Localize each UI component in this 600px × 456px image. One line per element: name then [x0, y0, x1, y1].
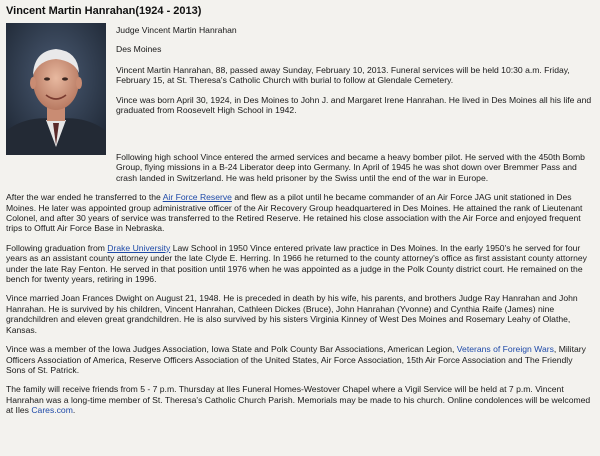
text-segment: Law School in 1950 Vince entered private law practice in Des Moines. In the early 1950's he served for four years as an assistant county attorney under the late Clyde E. Herring. In 1966 he returned to the county attorney's office as first assistant county attorney under the late Ray Fenton. He served in that position until 1976 when he was appointed as a judge in the Polk County district court. He remained on the bench for twenty years, retiring in 1996. [6, 242, 587, 285]
header-text [116, 23, 592, 115]
paragraph-birth: Vince was born April 30, 1924, in Des Moines to John J. and Margaret Irene Hanrahan. He lived in Des Moines all his life and graduated from Roosevelt High School in 1942. [116, 94, 592, 116]
text-segment: . [72, 405, 76, 416]
paragraph-family: Vince married Joan Frances Dwight on August 21, 1948. He is preceded in death by his wife, his parents, and brothers Judge Ray Hanrahan and John Hanrahan. He is survived by his children, Vincent Hanrahan, Cathleen Dickes (Bruce), John Hanrahan (Yvonne) and Cynthia Raife (James) nine grandchildren and eleven great grandchildren. He is also survived by his sisters Virginia Kinney of West Des Moines and Rosemary Leahy of Olathe, Kansas. [6, 293, 578, 335]
text-segment: The family will receive friends from 5 - 7 p.m. Thursday at Iles Funeral Homes-Westover Chapel where a Vigil Service will be held at 7 p.m. Vincent Hanrahan was a long-time member of St. Theresa's Catholic Church Parish. Memorials may be made to his church. Online condolences will be welcomed at Iles [6, 384, 591, 416]
paragraph-military: Following high school Vince entered the armed services and became a heavy bomber pilot. He served with the 450th Bomb Group, flying missions in a B-24 Liberator deep into Germany. In April of 1945 he was shot down over Bremmer Pass and crash landed in Switzerland. He was held prisoner by the Swiss until the end of the war in Europe. [116, 152, 585, 183]
text-segment: , Military Officers Association of America, Reserve Officers Association of the United States, Air Force Association, 15th Air Force Association and The Friendly Sons of St. Patrick. [6, 344, 586, 375]
text-segment: Vince was a member of the Iowa Judges Association, Iowa State and Polk County Bar Associations, American Legion, [6, 344, 457, 355]
drake-university-link[interactable]: Drake University [107, 242, 171, 253]
veterans-of-foreign-wars-link[interactable]: Veterans of Foreign Wars [456, 344, 554, 355]
paragraph-services [6, 384, 594, 415]
obituary-body [6, 152, 594, 416]
city-line: Des Moines [116, 44, 162, 55]
paragraph-memberships [6, 344, 594, 375]
text-segment: After the war ended he transferred to the [6, 192, 163, 203]
paragraph-air-force [6, 192, 594, 234]
text-segment: and flew as a pilot until he became commander of an Air Force JAG unit stationed in Des Moines. He later was appointed group administrative officer of the Air Recovery Group headquartered in Des Moines. He attained the rank of Lieutenant Colonel, and after 30 years of service was transferred to the Retired Reserve. He retained his close association with the Air Force and enjoyed frequent trips to Offutt Air Force Base in Nebraska. [6, 192, 583, 234]
air-force-reserve-link[interactable]: Air Force Reserve [162, 192, 232, 203]
paragraph-law-career [6, 243, 594, 285]
paragraph-death-notice: Vincent Martin Hanrahan, 88, passed away Sunday, February 10, 2013. Funeral services will be held 10:30 a.m. Friday, February 15, at St. Theresa's Catholic Church with burial to follow at Glendale Cemetery. [116, 64, 570, 86]
text-segment: Following graduation from [6, 242, 108, 253]
header-section [6, 23, 594, 161]
page-title: Vincent Martin Hanrahan(1924 - 2013) [6, 5, 202, 17]
judge-name-line: Judge Vincent Martin Hanrahan [116, 25, 237, 35]
cares-com-link[interactable]: Cares.com [31, 405, 73, 416]
portrait-photo [6, 23, 106, 155]
